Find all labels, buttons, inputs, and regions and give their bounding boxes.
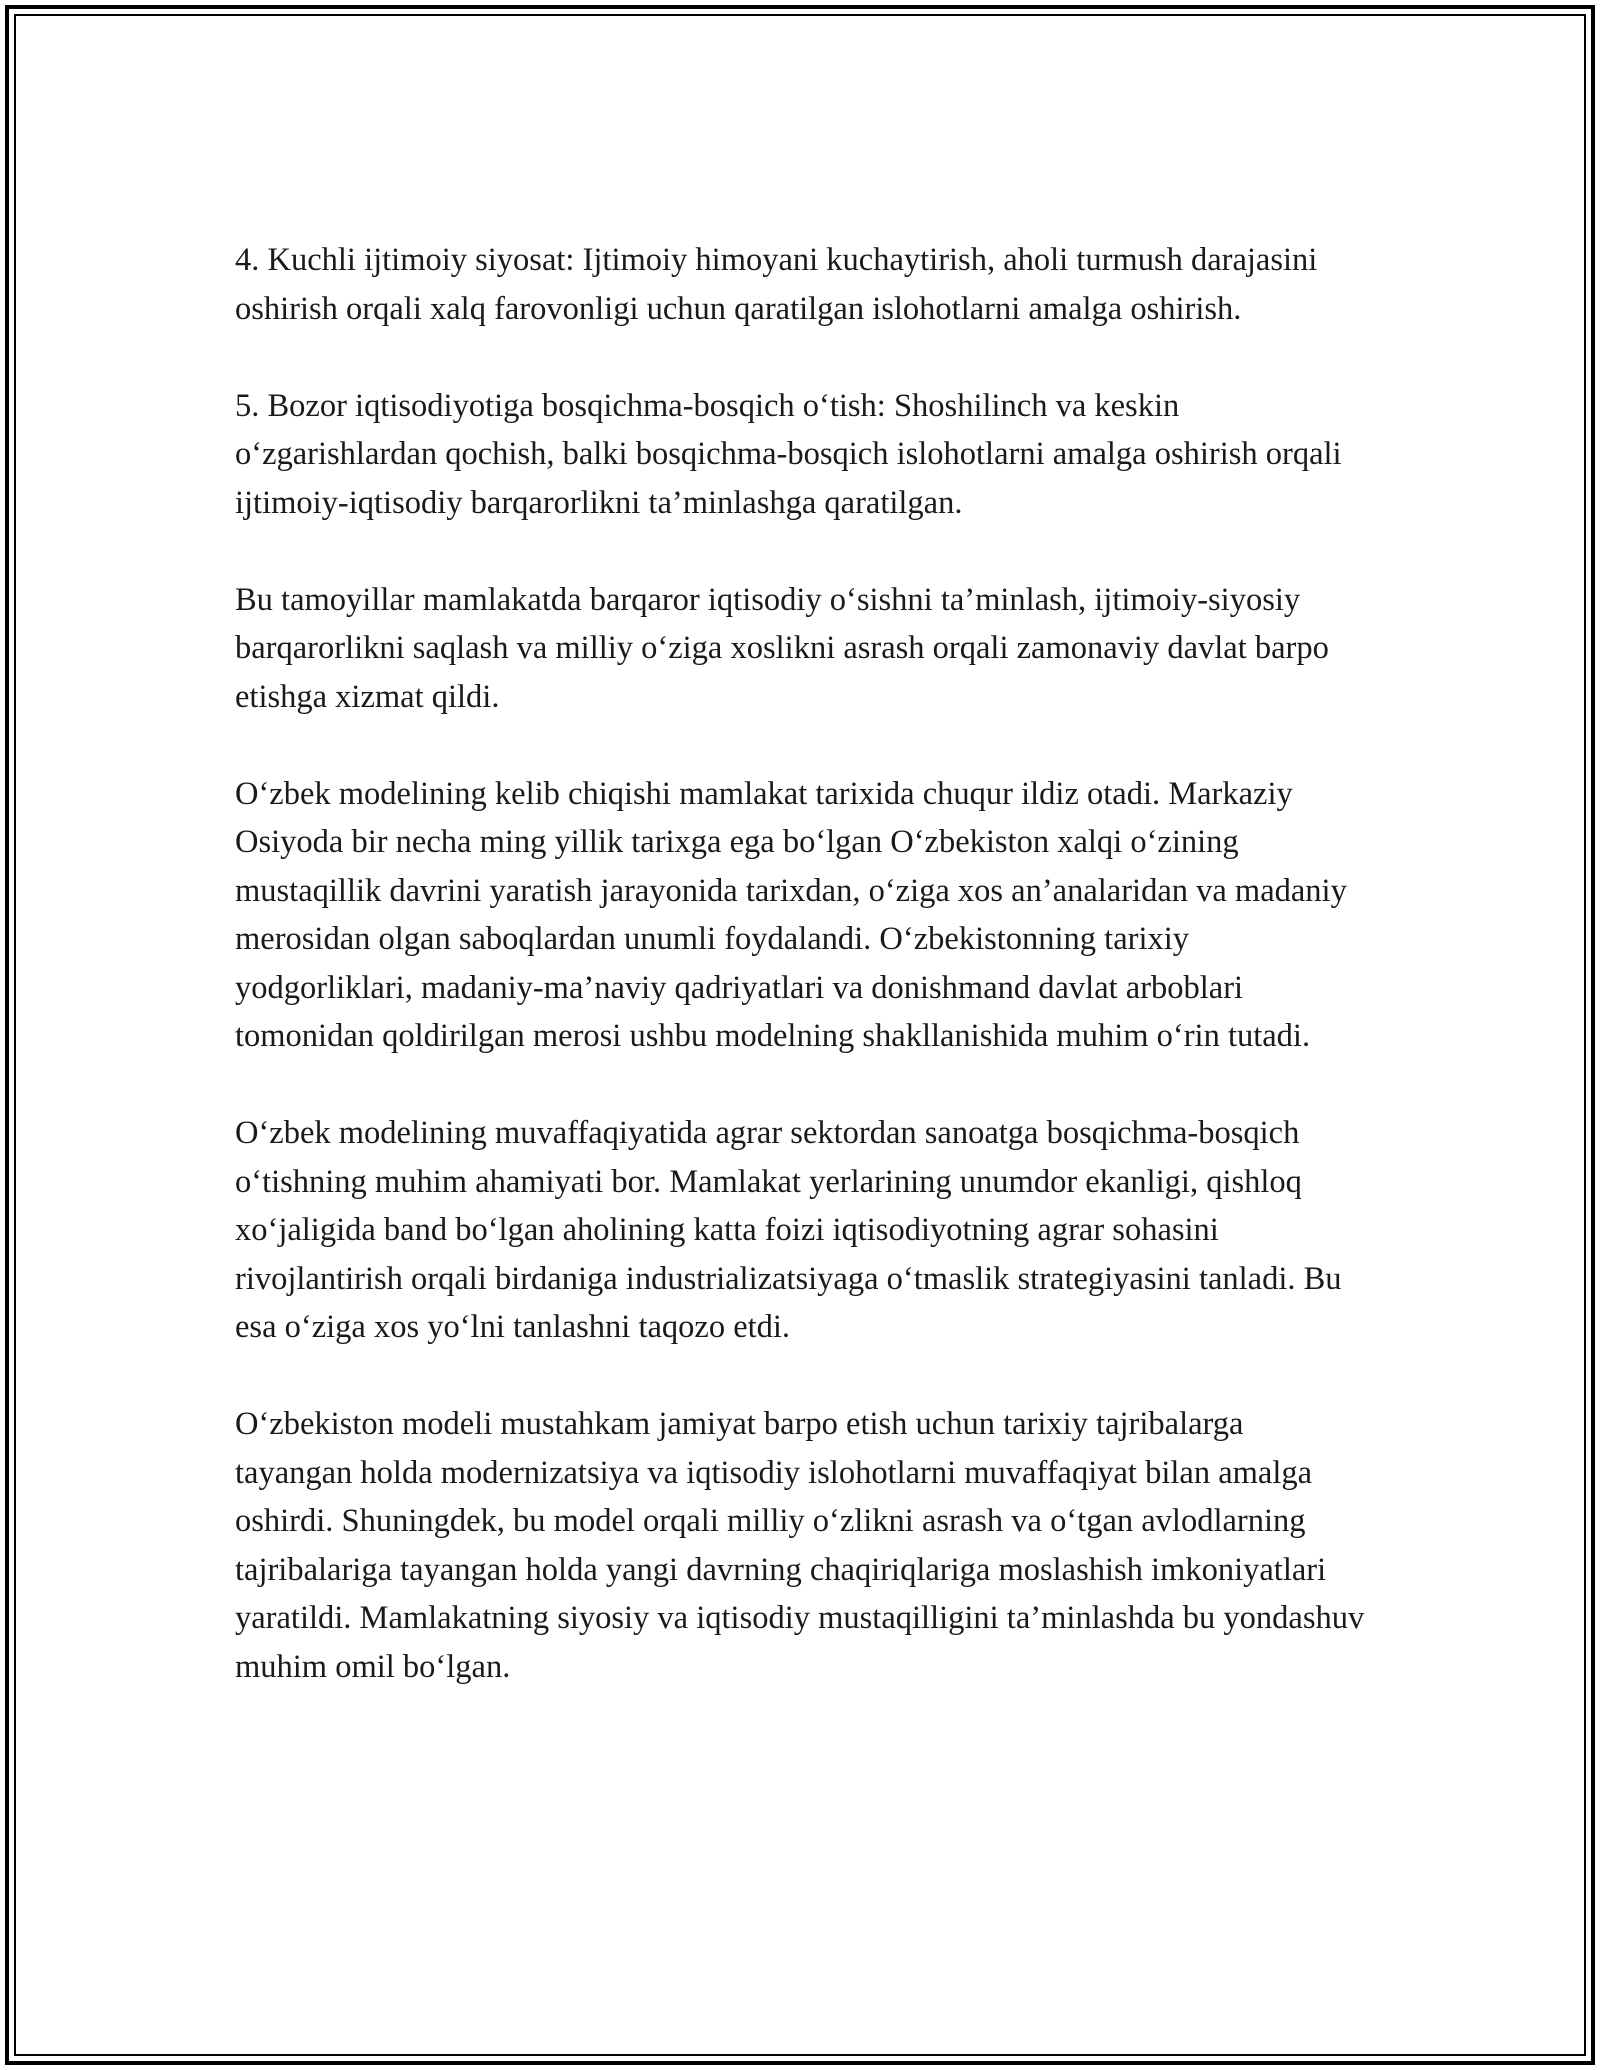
document-body — [235, 236, 1365, 1740]
paragraph-principles-summary: Bu tamoyillar mamlakatda barqaror iqtisodiy o‘sishni ta’minlash, ijtimoiy-siyosiy barqarorlikni saqlash va milliy o‘ziga xoslikni asrash orqali zamonaviy davlat barpo etishga xizmat qildi. — [235, 581, 1329, 715]
paragraph-model-origins: O‘zbek modelining kelib chiqishi mamlakat tarixida chuqur ildiz otadi. Markaziy Osiyoda bir necha ming yillik tarixga ega bo‘lgan O‘zbekiston xalqi o‘zining mustaqillik davrini yaratish jarayonida tarixdan, o‘ziga xos an’analaridan va madaniy merosidan olgan saboqlardan unumli foydalandi. O‘zbekistonning tarixiy yodgorliklari, madaniy-ma’naviy qadriyatlari va donishmand davlat arboblari tomonidan qoldirilgan merosi ushbu modelning shakllanishida muhim o‘rin tutadi. — [235, 775, 1347, 1054]
paragraph-social-policy: 4. Kuchli ijtimoiy siyosat: Ijtimoiy himoyani kuchaytirish, aholi turmush darajasini oshirish orqali xalq farovonligi uchun qaratilgan islohotlarni amalga oshirish. — [235, 242, 1318, 327]
paragraph-agrarian-to-industry: O‘zbek modelining muvaffaqiyatida agrar sektordan sanoatga bosqichma-bosqich o‘tishning muhim ahamiyati bor. Mamlakat yerlarining unumdor ekanligi, qishloq xo‘jaligida band bo‘lgan aholining katta foizi iqtisodiyotning agrar sohasini rivojlantirish orqali birdaniga industrializatsiyaga o‘tmaslik strategiyasini tanladi. Bu esa o‘ziga xos yo‘lni tanlashni taqozo etdi. — [235, 1115, 1342, 1345]
paragraph-modernization: O‘zbekiston modeli mustahkam jamiyat barpo etish uchun tarixiy tajribalarga tayangan holda modernizatsiya va iqtisodiy islohotlarni muvaffaqiyat bilan amalga oshirdi. Shuningdek, bu model orqali milliy o‘zlikni asrash va o‘tgan avlodlarning tajribalariga tayangan holda yangi davrning chaqiriqlariga moslashish imkoniyatlari yaratildi. Mamlakatning siyosiy va iqtisodiy mustaqilligini ta’minlashda bu yondashuv muhim omil bo‘lgan. — [235, 1406, 1365, 1685]
paragraph-market-transition: 5. Bozor iqtisodiyotiga bosqichma-bosqich o‘tish: Shoshilinch va keskin o‘zgarishlardan qochish, balki bosqichma-bosqich islohotlarni amalga oshirish orqali ijtimoiy-iqtisodiy barqarorlikni ta’minlashga qaratilgan. — [235, 387, 1342, 521]
